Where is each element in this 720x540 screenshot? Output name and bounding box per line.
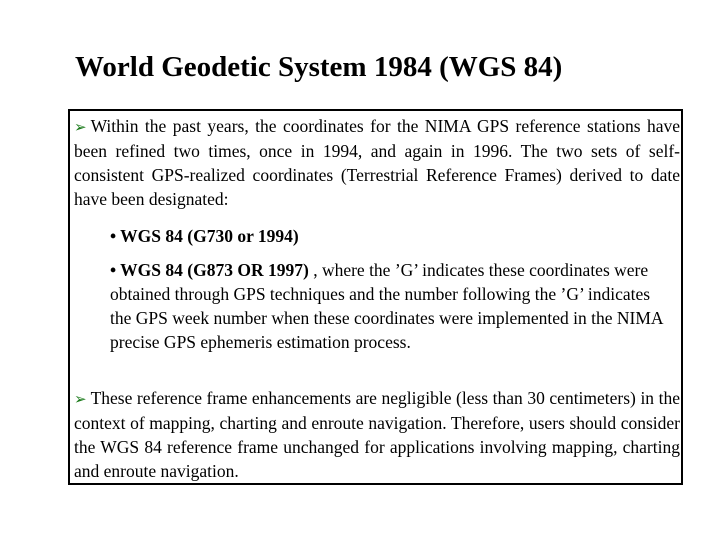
paragraph-enhancements (74, 386, 680, 483)
paragraph-enhancements-text: These reference frame enhancements are negligible (less than 30 centimeters) in the context of mapping, charting and enroute navigation. Therefore, users should consider the WGS 84 reference frame unchanged for applications involving mapping, charting and enroute navigation. (74, 388, 680, 481)
sub-item-g873-text: , where the ’G’ indicates these coordinates were obtained through GPS techniques and the number following the ’G’ indicates the GPS week number when these coordinates were implemented in the NIMA precise GPS ephemeris estimation process. (110, 260, 663, 352)
sub-item-g873-bold: • WGS 84 (G873 OR 1997) (110, 260, 309, 280)
arrow-bullet-icon: ➢ (74, 390, 87, 408)
sub-item-g730-text: • WGS 84 (G730 or 1994) (110, 226, 299, 246)
slide-title: World Geodetic System 1984 (WGS 84) (75, 51, 563, 83)
sub-item-g730 (110, 224, 670, 248)
arrow-bullet-icon: ➢ (74, 118, 87, 136)
sub-item-g873 (110, 258, 670, 354)
content-box (68, 109, 683, 485)
paragraph-refinements-text: Within the past years, the coordinates for the NIMA GPS reference stations have been refined two times, once in 1994, and again in 1996. The two sets of self-consistent GPS-realized coordinates (Terrestrial Reference Frames) derived to date have been designated: (74, 116, 680, 209)
paragraph-refinements (74, 114, 680, 211)
